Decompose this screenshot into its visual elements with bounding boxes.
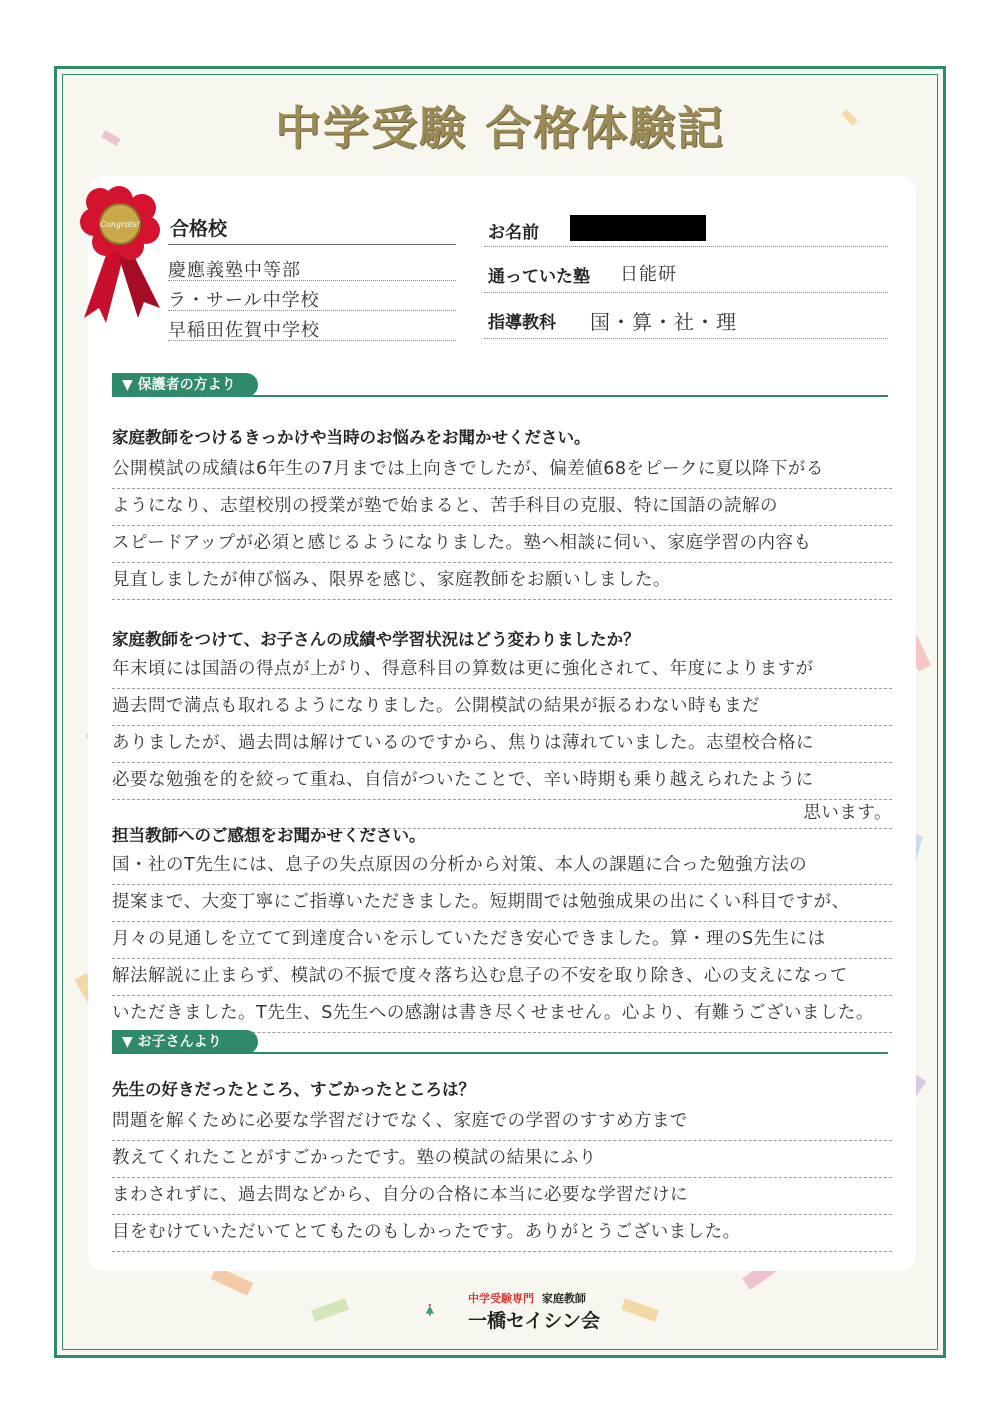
parent-question-3: 担当教師へのご感想をお聞かせください。 — [112, 826, 426, 845]
parent-answer-1 — [112, 452, 892, 600]
answer-line: 過去問で満点も取れるようになりました。公開模試の結果が振るわない時もまだ — [112, 689, 892, 726]
answer-line: 提案まで、大変丁寧にご指導いただきました。短期間では勉強成果の出にくい科目ですが、 — [112, 885, 892, 922]
parent-section-tag: ▼ 保護者の方より — [112, 373, 258, 397]
parent-question-2: 家庭教師をつけて、お子さんの成績や学習状況はどう変わりましたか？ — [112, 630, 640, 649]
juku-rule — [484, 292, 888, 293]
subject-rule — [484, 338, 888, 339]
school-rule-1 — [168, 280, 456, 281]
school-line-2: ラ・サール中学校 — [168, 290, 320, 311]
name-redacted — [570, 215, 706, 241]
badge-text: Congrats! — [99, 220, 141, 229]
school-rule-2 — [168, 310, 456, 311]
school-underline — [168, 244, 456, 245]
answer-line: 年末頃には国語の得点が上がり、得意科目の算数は更に強化されて、年度によりますが — [112, 652, 892, 689]
answer-line: ようになり、志望校別の授業が塾で始まると、苦手科目の克服、特に国語の読解の — [112, 489, 892, 526]
answer-line: 目をむけていただいてとてもたのもしかったです。ありがとうございました。 — [112, 1215, 892, 1252]
parent-answer-3 — [112, 848, 892, 1033]
rosette-ribbon-icon — [64, 168, 184, 328]
child-question-1: 先生の好きだったところ、すごかったところは？ — [112, 1080, 475, 1099]
answer-line: 教えてくれたことがすごかったです。塾の模試の結果にふり — [112, 1141, 892, 1178]
child-answer-1 — [112, 1104, 892, 1252]
juku-label: 通っていた塾 — [488, 267, 590, 287]
answer-line: まわされずに、過去問などから、自分の合格に本当に必要な学習だけに — [112, 1178, 892, 1215]
logo-tagline — [468, 1290, 586, 1306]
school-rule-3 — [168, 340, 456, 341]
subject-label: 指導教科 — [488, 313, 556, 333]
answer-line: 公開模試の成績は6年生の7月までは上向きでしたが、偏差値68をピークに夏以降下がる — [112, 452, 892, 489]
school-line-3: 早稲田佐賀中学校 — [168, 320, 320, 341]
subject-value: 国・算・社・理 — [590, 310, 737, 334]
school-line-1: 慶應義塾中等部 — [168, 260, 301, 281]
parent-answer-2 — [112, 652, 892, 829]
logo-tagline-red: 中学受験専門 — [468, 1292, 534, 1305]
answer-line: 見直しましたが伸び悩み、限界を感じ、家庭教師をお願いしました。 — [112, 563, 892, 600]
name-label: お名前 — [488, 223, 539, 243]
name-rule — [484, 246, 888, 247]
answer-line: 解法解説に止まらず、模試の不振で度々落ち込む息子の不安を取り除き、心の支えになって — [112, 959, 892, 996]
page-title: 中学受験 合格体験記 — [274, 101, 725, 155]
answer-line: いただきました。T先生、S先生への感謝は書き尽くせません。心より、有難うございました。 — [112, 996, 892, 1033]
answer-line: 思います。 — [112, 800, 892, 829]
answer-line: 問題を解くために必要な学習だけでなく、家庭での学習のすすめ方まで — [112, 1104, 892, 1141]
answer-line: スピードアップが必須と感じるようになりました。塾へ相談に伺い、家庭学習の内容も — [112, 526, 892, 563]
juku-value: 日能研 — [620, 264, 677, 285]
child-section-tag: ▼ お子さんより — [112, 1030, 258, 1054]
logo-name: 一橋セイシン会 — [468, 1310, 600, 1332]
seishin-tree-logo-icon — [425, 1280, 469, 1340]
logo-tagline-dark: 家庭教師 — [541, 1292, 586, 1305]
answer-line: 国・社のT先生には、息子の失点原因の分析から対策、本人の課題に合った勉強方法の — [112, 848, 892, 885]
answer-line: ありましたが、過去問は解けているのですから、焦りは薄れていました。志望校合格に — [112, 726, 892, 763]
answer-line: 月々の見通しを立てて到達度合いを示していただき安心できました。算・理のS先生には — [112, 922, 892, 959]
parent-question-1: 家庭教師をつけるきっかけや当時のお悩みをお聞かせください。 — [112, 428, 591, 447]
answer-line: 必要な勉強を的を絞って重ね、自信がついたことで、辛い時期も乗り越えられたように — [112, 763, 892, 800]
school-label: 合格校 — [170, 218, 228, 240]
